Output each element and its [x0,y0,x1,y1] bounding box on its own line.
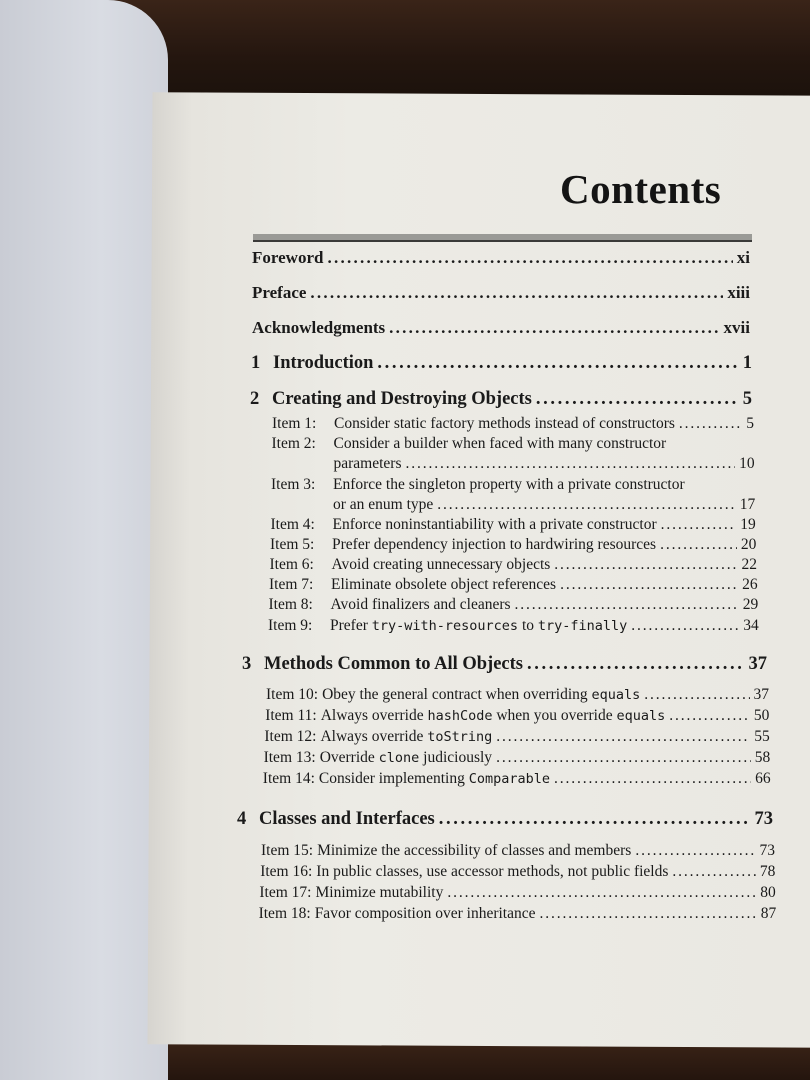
toc-item-entry [269,596,759,614]
item-title [317,842,631,860]
dot-leader [437,496,735,514]
dot-leader [554,556,737,574]
item-title [332,536,656,554]
toc-front-entry [252,318,750,338]
item-text: to [518,617,538,634]
toc-front-entry [252,248,750,268]
item-label: Item 9: [268,617,313,634]
item-title [334,435,667,453]
item-label: Item 10: [266,686,319,703]
item-label: Item 15: [261,842,314,859]
item-text: Minimize mutability [315,884,444,901]
item-title [330,617,627,635]
item-title [320,749,492,767]
item-text: Favor composition over inheritance [314,905,536,922]
dot-leader [389,318,719,338]
item-label: Item 6: [269,556,314,573]
toc-chapter-entry [237,809,773,830]
item-title [321,707,666,725]
dot-leader [515,596,739,614]
left-page [0,0,168,1080]
item-label: Item 16: [260,863,313,880]
chapter-number: 2 [250,389,260,409]
item-title [315,905,536,923]
item-label: Item 13: [263,749,316,766]
item-text: Always override [320,707,428,724]
dot-leader [496,749,751,767]
page-number: 22 [741,556,757,573]
dot-leader [644,686,749,704]
dot-leader [447,884,756,902]
dot-leader [672,863,755,881]
page-number: xvii [723,318,750,337]
dot-leader [660,536,737,554]
item-text: judiciously [419,749,493,766]
page-number: 5 [746,415,754,432]
item-label: Item 12: [264,728,317,745]
dot-leader [377,353,738,374]
toc-item-entry [272,435,755,453]
page-number: 55 [754,728,770,745]
entry-title: Foreword [252,248,324,267]
toc-item-entry [264,749,771,767]
item-label: Item 17: [259,884,312,901]
toc-item-entry [260,863,775,881]
item-label: Item 2: [271,435,316,452]
dot-leader [536,389,739,410]
toc-item-entry [265,707,769,725]
page-number: 58 [754,749,771,766]
item-text: Consider implementing [318,770,469,787]
dot-leader [327,248,732,268]
item-title [334,415,675,433]
code-text: toString [427,729,493,745]
item-title [333,476,685,494]
code-text: equals [591,687,641,703]
page-title: Contents [560,166,722,212]
item-label: Item 7: [269,576,314,593]
page-number: xi [736,248,750,267]
item-text: Avoid creating unnecessary objects [331,556,551,573]
item-title [332,556,551,574]
page-number: 78 [759,863,776,880]
dot-leader [661,516,737,534]
item-title [333,516,657,534]
toc-front-entry [252,283,750,303]
chapter-title: Introduction [273,353,374,373]
entry-title: Preface [252,283,307,302]
page-number: 37 [753,686,769,703]
item-label: Item 3: [271,476,316,493]
item-text: In public classes, use accessor methods, not public fields [316,863,669,880]
code-text: hashCode [427,708,493,724]
page-number: 87 [760,905,777,922]
item-text: Consider a builder when faced with many constructor [333,435,667,452]
item-text: Avoid finalizers and cleaners [330,596,511,613]
item-text: Prefer [330,617,372,634]
item-text: when you override [492,707,617,724]
item-title-continued: parameters [333,455,402,472]
item-title [320,728,492,746]
page-number: xiii [727,283,750,302]
item-title [331,576,556,594]
item-title [319,770,550,788]
chapter-title: Creating and Destroying Objects [272,389,532,409]
code-text: Comparable [468,771,550,787]
toc-item-entry [263,770,771,788]
page-number: 20 [740,536,757,553]
item-title [316,863,668,881]
item-title [322,686,640,704]
item-text: Override [319,749,379,766]
dot-leader [496,728,750,746]
item-text: Always override [320,728,428,745]
dot-leader [669,707,750,725]
page-number: 10 [739,455,755,472]
page-number: 37 [748,654,767,674]
toc-item-entry [268,617,759,635]
code-text: equals [616,708,666,724]
page-number: 29 [742,596,759,613]
page-number: 80 [760,884,776,901]
code-text: try-finally [537,618,628,634]
item-label: Item 14: [262,770,315,787]
toc-item-entry [271,476,755,494]
toc-chapter-entry [251,353,752,374]
page-number: 73 [759,842,775,859]
dot-leader [554,770,751,788]
toc-item-entry [259,905,777,923]
page-number: 1 [742,353,752,373]
title-rule [253,234,752,242]
code-text: clone [378,750,420,766]
chapter-number: 1 [251,353,261,373]
toc-chapter-entry [242,654,767,675]
item-label: Item 5: [270,536,315,553]
dot-leader [527,654,745,675]
item-label: Item 18: [258,905,311,922]
item-label: Item 8: [268,596,313,613]
item-title-continued: or an enum type [333,496,434,513]
item-text: Eliminate obsolete object references [331,576,557,593]
dot-leader [310,283,723,303]
dot-leader [631,617,739,635]
dot-leader [406,455,736,473]
toc-item-entry [270,556,758,574]
code-text: try-with-resources [371,618,519,634]
item-text: Obey the general contract when overriding [322,686,592,703]
item-text: Enforce noninstantiability with a private constructor [332,516,657,533]
toc-item-entry [271,516,756,534]
dot-leader [679,415,742,433]
item-label: Item 1: [272,415,317,432]
item-text: Minimize the accessibility of classes and members [317,842,632,859]
dot-leader [560,576,738,594]
page-number: 17 [739,496,756,513]
toc-item-entry [259,884,775,902]
dot-leader [540,905,757,923]
chapter-title: Methods Common to All Objects [264,654,523,674]
chapter-number: 4 [237,809,247,829]
toc-item-entry [270,536,756,554]
toc-item-entry [261,842,775,860]
item-label: Item 11: [265,707,317,724]
item-label: Item 4: [270,516,315,533]
item-title [331,596,511,614]
item-text: Consider static factory methods instead of constructors [334,415,675,432]
page-number: 34 [743,617,759,634]
item-text: Prefer dependency injection to hardwiring resources [332,536,657,553]
page-number: 73 [754,809,773,829]
toc-item-continuation [334,455,755,473]
dot-leader [635,842,755,860]
chapter-title: Classes and Interfaces [259,809,435,829]
dot-leader [439,809,751,830]
page-number: 19 [740,516,756,533]
toc-item-entry [272,415,754,433]
entry-title: Acknowledgments [252,318,386,337]
page-number: 66 [755,770,771,787]
page-number: 26 [742,576,758,593]
item-title [315,884,443,902]
toc-item-entry [266,686,769,704]
chapter-number: 3 [242,654,252,674]
toc-chapter-entry [250,389,752,410]
item-text: Enforce the singleton property with a private constructor [333,476,685,493]
page-number: 50 [753,707,770,724]
toc-item-entry [264,728,769,746]
toc-item-entry [269,576,758,594]
toc-item-continuation [333,496,755,514]
page-number: 5 [742,389,752,409]
